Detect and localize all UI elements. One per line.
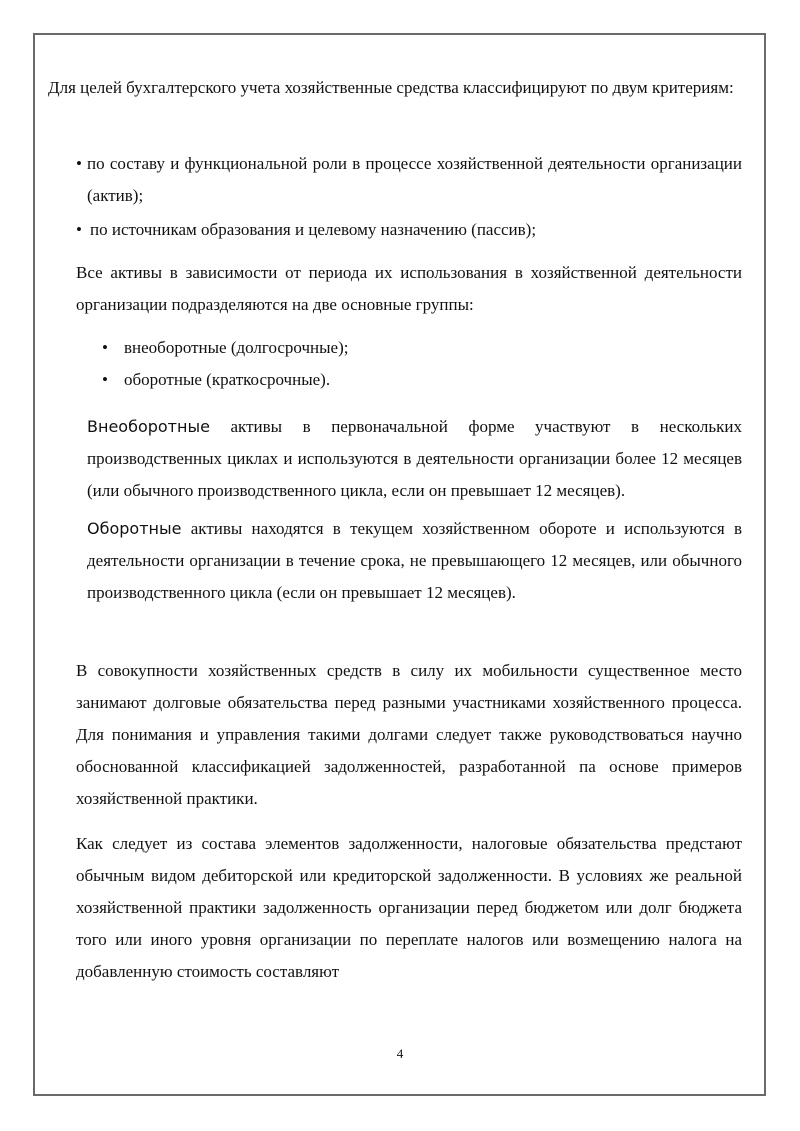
bullet-icon: • [76, 220, 82, 239]
noncurrent-text: активы в первоначальной форме участвуют в нескольких производственных циклах и используются в деятельности организации более 12 месяцев (или обычного производственного цикла, если он превышает 12 месяцев). [87, 417, 742, 500]
criteria-item-composition [87, 148, 742, 212]
assets-intro-paragraph: Все активы в зависимости от периода их использования в хозяйственной деятельности организации подразделяются на две основные группы: [76, 263, 742, 314]
noncurrent-definition [87, 411, 742, 507]
page-number: 4 [396, 1046, 404, 1061]
bullet-icon: • [76, 154, 82, 173]
asset-group-current: оборотные (краткосрочные). [124, 370, 331, 389]
current-definition [87, 513, 742, 609]
criteria-item-sources: по источникам образования и целевому назначению (пассив); [90, 220, 537, 239]
bullet-icon: • [102, 370, 108, 389]
tax-paragraph: Как следует из состава элементов задолженности, налоговые обязательства предстают обычным видом дебиторской или кредиторской задолженности. В условиях же реальной хозяйственной практики задолженность организации перед бюджетом или долг бюджета того или иного уровня организации по переплате налогов или возмещению налога на добавленную стоимость составляют [76, 834, 742, 981]
noncurrent-term: Внеоборотные [87, 417, 210, 436]
current-text: активы находятся в текущем хозяйственном обороте и используются в деятельности организации в течение срока, не превышающего 12 месяцев, или обычного производственного цикла (если он превышает 12 месяцев). [87, 519, 743, 602]
bullet-icon: • [102, 338, 108, 357]
intro-paragraph: Для целей бухгалтерского учета хозяйственные средства классифицируют по двум критериям: [48, 78, 734, 97]
criteria-item-label: по составу и функциональной роли в процессе хозяйственной деятельности организации (актив); [87, 154, 742, 205]
debts-paragraph: В совокупности хозяйственных средств в силу их мобильности существенное место занимают долговые обязательства перед разными участниками хозяйственного процесса. Для понимания и управления такими долгами следует также руководствоваться научно обоснованной классификацией задолженностей, разработанной па основе примеров хозяйственной практики. [76, 661, 742, 808]
current-term: Оборотные [87, 519, 182, 538]
asset-group-noncurrent: внеоборотные (долгосрочные); [124, 338, 349, 357]
